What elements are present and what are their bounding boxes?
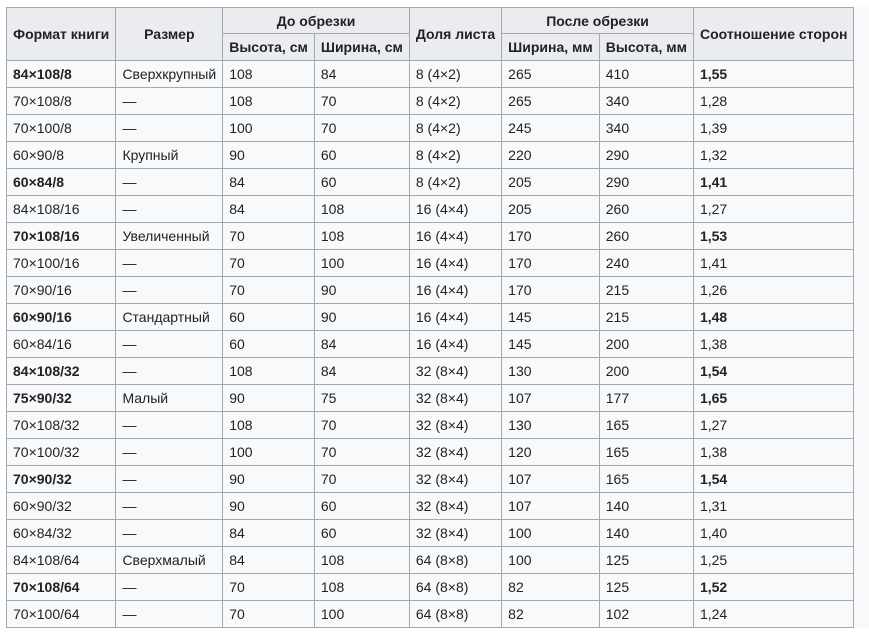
- cell-width-mm: 265: [502, 61, 600, 88]
- cell-height-mm: 125: [599, 574, 693, 601]
- cell-height-cm: 70: [223, 250, 315, 277]
- cell-width-cm: 60: [314, 520, 409, 547]
- cell-size: —: [116, 196, 223, 223]
- cell-width-mm: 170: [502, 223, 600, 250]
- cell-size: Стандартный: [116, 304, 223, 331]
- cell-height-mm: 215: [599, 277, 693, 304]
- cell-format: 84×108/8: [7, 61, 116, 88]
- cell-size: —: [116, 412, 223, 439]
- cell-height-cm: 84: [223, 520, 315, 547]
- header-after-height: Высота, мм: [599, 34, 693, 61]
- cell-format: 70×90/16: [7, 277, 116, 304]
- cell-ratio: 1,38: [693, 331, 854, 358]
- cell-sheet-share: 32 (8×4): [409, 412, 501, 439]
- cell-width-cm: 70: [314, 412, 409, 439]
- cell-format: 70×100/8: [7, 115, 116, 142]
- cell-height-mm: 165: [599, 412, 693, 439]
- cell-width-cm: 108: [314, 196, 409, 223]
- cell-width-mm: 100: [502, 547, 600, 574]
- cell-format: 60×84/8: [7, 169, 116, 196]
- cell-height-mm: 125: [599, 547, 693, 574]
- cell-width-mm: 245: [502, 115, 600, 142]
- header-sheet-share: Доля листа: [409, 8, 501, 61]
- cell-width-mm: 170: [502, 277, 600, 304]
- cell-height-mm: 340: [599, 88, 693, 115]
- cell-sheet-share: 16 (4×4): [409, 196, 501, 223]
- cell-width-cm: 108: [314, 574, 409, 601]
- cell-width-mm: 145: [502, 304, 600, 331]
- cell-sheet-share: 8 (4×2): [409, 142, 501, 169]
- cell-height-cm: 100: [223, 115, 315, 142]
- cell-sheet-share: 32 (8×4): [409, 466, 501, 493]
- table-row: [7, 574, 869, 601]
- header-format: Формат книги: [7, 8, 116, 61]
- table-row: [7, 196, 869, 223]
- cell-ratio: 1,54: [693, 466, 854, 493]
- table-row: [7, 61, 869, 88]
- cell-sheet-share: 32 (8×4): [409, 358, 501, 385]
- table-row: [7, 331, 869, 358]
- cell-height-mm: 177: [599, 385, 693, 412]
- cell-width-cm: 70: [314, 115, 409, 142]
- cell-size: Сверхкрупный: [116, 61, 223, 88]
- cell-width-mm: 145: [502, 331, 600, 358]
- cell-format: 84×108/16: [7, 196, 116, 223]
- book-formats-table: [6, 7, 869, 628]
- cell-width-cm: 84: [314, 61, 409, 88]
- cell-size: —: [116, 439, 223, 466]
- cell-height-cm: 84: [223, 196, 315, 223]
- table-row: [7, 385, 869, 412]
- cell-size: —: [116, 250, 223, 277]
- table-row: [7, 358, 869, 385]
- cell-width-cm: 60: [314, 169, 409, 196]
- cell-height-mm: 260: [599, 223, 693, 250]
- cell-width-cm: 84: [314, 331, 409, 358]
- cell-height-cm: 108: [223, 61, 315, 88]
- cell-width-mm: 82: [502, 574, 600, 601]
- cell-height-mm: 410: [599, 61, 693, 88]
- cell-format: 60×90/16: [7, 304, 116, 331]
- cell-sheet-share: 16 (4×4): [409, 331, 501, 358]
- cell-height-mm: 140: [599, 493, 693, 520]
- cell-sheet-share: 16 (4×4): [409, 223, 501, 250]
- cell-size: —: [116, 574, 223, 601]
- cell-size: —: [116, 601, 223, 628]
- cell-height-mm: 340: [599, 115, 693, 142]
- table-row: [7, 115, 869, 142]
- cell-ratio: 1,27: [693, 196, 854, 223]
- table-row: [7, 547, 869, 574]
- header-ratio: Соотношение сторон: [693, 8, 854, 61]
- table-row: [7, 439, 869, 466]
- cell-height-mm: 215: [599, 304, 693, 331]
- cell-width-cm: 75: [314, 385, 409, 412]
- cell-ratio: 1,39: [693, 115, 854, 142]
- table-row: [7, 142, 869, 169]
- cell-height-cm: 70: [223, 223, 315, 250]
- cell-size: Малый: [116, 385, 223, 412]
- cell-format: 70×90/32: [7, 466, 116, 493]
- cell-width-mm: 120: [502, 439, 600, 466]
- cell-width-mm: 100: [502, 520, 600, 547]
- cell-sheet-share: 8 (4×2): [409, 169, 501, 196]
- cell-width-cm: 84: [314, 358, 409, 385]
- table-row: [7, 466, 869, 493]
- cell-format: 84×108/64: [7, 547, 116, 574]
- cell-width-cm: 60: [314, 493, 409, 520]
- cell-height-mm: 240: [599, 250, 693, 277]
- cell-height-cm: 60: [223, 331, 315, 358]
- cell-format: 60×84/32: [7, 520, 116, 547]
- cell-format: 70×108/8: [7, 88, 116, 115]
- cell-ratio: 1,25: [693, 547, 854, 574]
- cell-size: —: [116, 520, 223, 547]
- cell-sheet-share: 64 (8×8): [409, 574, 501, 601]
- cell-height-cm: 90: [223, 385, 315, 412]
- cell-sheet-share: 32 (8×4): [409, 439, 501, 466]
- cell-sheet-share: 32 (8×4): [409, 520, 501, 547]
- cell-size: —: [116, 493, 223, 520]
- cell-ratio: 1,52: [693, 574, 854, 601]
- cell-height-cm: 84: [223, 169, 315, 196]
- cell-width-cm: 100: [314, 250, 409, 277]
- cell-sheet-share: 32 (8×4): [409, 385, 501, 412]
- cell-sheet-share: 8 (4×2): [409, 88, 501, 115]
- cell-height-mm: 140: [599, 520, 693, 547]
- cell-format: 70×100/16: [7, 250, 116, 277]
- cell-width-cm: 90: [314, 304, 409, 331]
- table-row: [7, 493, 869, 520]
- cell-ratio: 1,65: [693, 385, 854, 412]
- cell-height-cm: 84: [223, 547, 315, 574]
- cell-ratio: 1,26: [693, 277, 854, 304]
- table-row: [7, 88, 869, 115]
- table-row: [7, 250, 869, 277]
- cell-height-mm: 200: [599, 331, 693, 358]
- cell-ratio: 1,27: [693, 412, 854, 439]
- cell-size: —: [116, 358, 223, 385]
- cell-width-cm: 70: [314, 466, 409, 493]
- cell-format: 75×90/32: [7, 385, 116, 412]
- table-row: [7, 412, 869, 439]
- cell-width-mm: 170: [502, 250, 600, 277]
- header-before-width: Ширина, см: [314, 34, 409, 61]
- table-row: [7, 169, 869, 196]
- cell-format: 70×108/64: [7, 574, 116, 601]
- cell-ratio: 1,48: [693, 304, 854, 331]
- cell-width-mm: 107: [502, 466, 600, 493]
- cell-size: Крупный: [116, 142, 223, 169]
- cell-sheet-share: 8 (4×2): [409, 115, 501, 142]
- cell-height-cm: 70: [223, 601, 315, 628]
- cell-ratio: 1,41: [693, 169, 854, 196]
- cell-size: Увеличенный: [116, 223, 223, 250]
- cell-height-mm: 290: [599, 142, 693, 169]
- cell-format: 60×84/16: [7, 331, 116, 358]
- cell-width-mm: 205: [502, 196, 600, 223]
- table-row: [7, 277, 869, 304]
- cell-size: —: [116, 277, 223, 304]
- cell-width-cm: 108: [314, 547, 409, 574]
- cell-height-mm: 200: [599, 358, 693, 385]
- cell-sheet-share: 64 (8×8): [409, 601, 501, 628]
- cell-format: 70×100/64: [7, 601, 116, 628]
- cell-width-cm: 70: [314, 439, 409, 466]
- cell-width-mm: 107: [502, 385, 600, 412]
- cell-width-mm: 130: [502, 358, 600, 385]
- cell-format: 70×108/16: [7, 223, 116, 250]
- cell-ratio: 1,54: [693, 358, 854, 385]
- cell-size: —: [116, 115, 223, 142]
- cell-sheet-share: 64 (8×8): [409, 547, 501, 574]
- cell-format: 84×108/32: [7, 358, 116, 385]
- cell-height-mm: 165: [599, 439, 693, 466]
- table-header: [7, 8, 869, 61]
- header-before-trim: До обрезки: [223, 8, 410, 34]
- cell-height-mm: 260: [599, 196, 693, 223]
- cell-width-mm: 82: [502, 601, 600, 628]
- cell-sheet-share: 16 (4×4): [409, 250, 501, 277]
- cell-width-cm: 108: [314, 223, 409, 250]
- cell-height-cm: 90: [223, 466, 315, 493]
- cell-height-mm: 290: [599, 169, 693, 196]
- cell-height-cm: 60: [223, 304, 315, 331]
- table-row: [7, 601, 869, 628]
- cell-ratio: 1,24: [693, 601, 854, 628]
- cell-height-cm: 100: [223, 439, 315, 466]
- cell-size: —: [116, 466, 223, 493]
- table-row: [7, 520, 869, 547]
- cell-height-cm: 90: [223, 493, 315, 520]
- cell-ratio: 1,31: [693, 493, 854, 520]
- cell-width-mm: 107: [502, 493, 600, 520]
- cell-height-cm: 108: [223, 358, 315, 385]
- table-row: [7, 304, 869, 331]
- cell-size: —: [116, 88, 223, 115]
- cell-ratio: 1,38: [693, 439, 854, 466]
- cell-sheet-share: 16 (4×4): [409, 304, 501, 331]
- cell-height-cm: 70: [223, 574, 315, 601]
- cell-width-mm: 265: [502, 88, 600, 115]
- cell-sheet-share: 32 (8×4): [409, 493, 501, 520]
- cell-width-cm: 60: [314, 142, 409, 169]
- cell-size: —: [116, 331, 223, 358]
- cell-height-mm: 102: [599, 601, 693, 628]
- table-row: [7, 223, 869, 250]
- cell-format: 60×90/32: [7, 493, 116, 520]
- cell-width-mm: 220: [502, 142, 600, 169]
- cell-width-cm: 100: [314, 601, 409, 628]
- table-body: [7, 61, 869, 628]
- cell-width-mm: 205: [502, 169, 600, 196]
- cell-width-cm: 70: [314, 88, 409, 115]
- cell-width-mm: 130: [502, 412, 600, 439]
- cell-height-cm: 90: [223, 142, 315, 169]
- cell-ratio: 1,41: [693, 250, 854, 277]
- cell-format: 70×100/32: [7, 439, 116, 466]
- cell-height-cm: 70: [223, 277, 315, 304]
- cell-size: —: [116, 169, 223, 196]
- header-size: Размер: [116, 8, 223, 61]
- cell-ratio: 1,32: [693, 142, 854, 169]
- cell-sheet-share: 8 (4×2): [409, 61, 501, 88]
- cell-ratio: 1,28: [693, 88, 854, 115]
- header-after-trim: После обрезки: [502, 8, 694, 34]
- header-before-height: Высота, см: [223, 34, 315, 61]
- cell-ratio: 1,53: [693, 223, 854, 250]
- cell-sheet-share: 16 (4×4): [409, 277, 501, 304]
- cell-format: 70×108/32: [7, 412, 116, 439]
- cell-ratio: 1,40: [693, 520, 854, 547]
- header-after-width: Ширина, мм: [502, 34, 600, 61]
- cell-size: Сверхмалый: [116, 547, 223, 574]
- cell-ratio: 1,55: [693, 61, 854, 88]
- cell-height-cm: 108: [223, 412, 315, 439]
- cell-height-cm: 108: [223, 88, 315, 115]
- cell-format: 60×90/8: [7, 142, 116, 169]
- cell-height-mm: 165: [599, 466, 693, 493]
- cell-width-cm: 90: [314, 277, 409, 304]
